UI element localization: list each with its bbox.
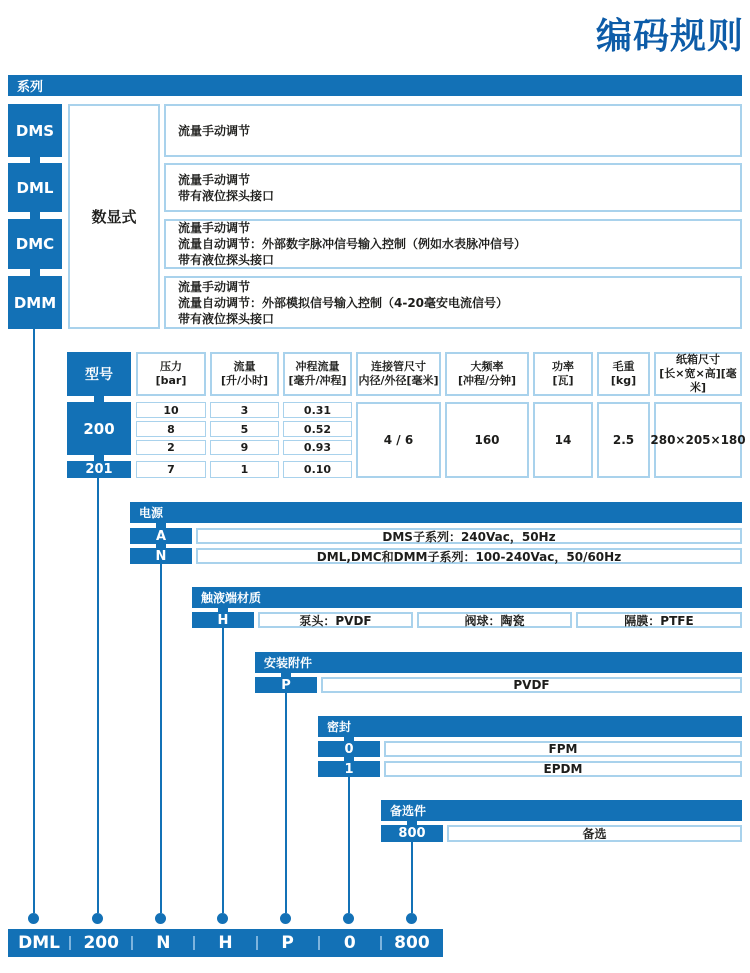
desc-line: 带有液位探头接口 [178,311,275,326]
col-label: 压力 [160,360,182,373]
connector-dot [155,913,166,924]
code-segment-option: 800 [381,929,443,957]
spec-col-stroke-volume [283,352,352,396]
desc-line: 流量手动调节 [178,123,251,138]
spec-cell: 2 [136,440,206,455]
seal-desc-1: EPDM [384,761,742,777]
spec-shared-power: 14 [533,402,593,478]
series-desc-dms [164,104,742,157]
code-segment-seal: 0 [319,929,381,957]
desc-line: 带有液位探头接口 [178,188,275,203]
material-pump-head: 泵头：PVDF [258,612,413,628]
spec-cell: 7 [136,461,206,478]
option-section-header: 备选件 [381,800,742,821]
spec-col-weight [597,352,650,396]
series-desc-dml [164,163,742,212]
power-desc-a: DMS子系列：240Vac，50Hz [196,528,742,544]
option-value: 备选 [447,825,742,842]
seal-code-1: 1 [318,761,380,777]
spec-model-header: 型号 [67,352,131,396]
col-unit: [长×宽×高][毫米] [659,367,737,394]
mounting-section-header: 安装附件 [255,652,742,673]
col-label: 功率 [552,360,574,373]
spec-shared-weight: 2.5 [597,402,650,478]
power-section-header: 电源 [130,502,742,523]
code-segment-mounting: P [257,929,319,957]
desc-line: 流量自动调节：外部数字脉冲信号输入控制（例如水表脉冲信号） [178,237,527,251]
desc-line: 流量自动调节：外部模拟信号输入控制（4-20毫安电流信号） [178,295,509,310]
connector-dot [343,913,354,924]
model-201-block: 201 [67,461,131,478]
series-code-dms: DMS [8,104,62,157]
col-unit: [冲程/分钟] [457,374,517,387]
mounting-code-p: P [255,677,317,693]
code-segment-series: DML [18,933,60,953]
spec-col-carton-size [654,352,742,396]
spec-col-flow [210,352,279,396]
material-diaphragm: 隔膜：PTFE [576,612,742,628]
spec-cell: 5 [210,421,279,437]
connector-line-material [222,628,224,913]
connector-dot [406,913,417,924]
option-code-800: 800 [381,825,443,842]
model-200-block: 200 [67,402,131,455]
spec-cell: 9 [210,440,279,455]
spec-col-pressure [136,352,206,396]
material-valve-ball: 阀球：陶瓷 [417,612,572,628]
display-type-box: 数显式 [68,104,160,329]
col-unit: [kg] [610,374,637,387]
col-label: 大频率 [470,360,504,373]
power-desc-n: DML,DMC和DMM子系列：100-240Vac，50/60Hz [196,548,742,564]
col-label: 纸箱尺寸 [676,353,720,366]
col-label: 流量 [233,360,256,373]
desc-line: 带有液位探头接口 [178,253,275,267]
connector-line-mounting [285,693,287,913]
mounting-value: PVDF [321,677,742,693]
connector-dot [92,913,103,924]
spec-shared-frequency: 160 [445,402,529,478]
power-code-a: A [130,528,192,544]
spec-cell: 1 [210,461,279,478]
spec-cell: 0.52 [283,421,352,437]
series-desc-dmc [164,219,742,269]
code-segment-power: N [132,929,194,957]
spec-shared-carton: 280×205×180 [654,402,742,478]
col-unit: [升/小时] [220,374,269,387]
power-code-n: N [130,548,192,564]
series-connector [30,269,40,276]
connector-line-series [33,329,35,913]
series-section-header: 系列 [8,75,742,96]
connector-dot [217,913,228,924]
spec-cell: 0.10 [283,461,352,478]
connector-line-model [97,478,99,913]
spec-cell: 0.31 [283,402,352,418]
code-segment-model: 200 [70,929,132,957]
connector-line-option [411,841,413,913]
col-label: 冲程流量 [295,360,340,373]
code-segment-material: H [194,929,256,957]
series-connector [30,212,40,219]
spec-shared-pipe: 4 / 6 [356,402,441,478]
col-unit: 内径/外径[毫米] [358,374,439,387]
series-code-dmm: DMM [8,276,62,329]
page-title: 编码规则 [595,16,744,57]
spec-col-pipe-size [356,352,441,396]
spec-cell: 0.93 [283,440,352,455]
example-order-code-bar [8,929,443,957]
series-desc-dmm [164,276,742,329]
seal-desc-0: FPM [384,741,742,757]
connector-line-seal [348,777,350,913]
spec-col-power [533,352,593,396]
col-unit: [毫升/冲程] [288,374,347,387]
series-code-dmc: DMC [8,219,62,269]
spec-cell: 10 [136,402,206,418]
col-label: 毛重 [612,360,635,373]
col-unit: [瓦] [552,374,574,387]
spec-cell: 3 [210,402,279,418]
desc-line: 流量手动调节 [178,279,251,294]
material-section-header: 触液端材质 [192,587,742,608]
spec-cell: 8 [136,421,206,437]
connector-dot [280,913,291,924]
col-unit: [bar] [155,374,187,387]
seal-code-0: 0 [318,741,380,757]
spec-col-max-frequency [445,352,529,396]
series-connector [30,157,40,163]
series-code-dml: DML [8,163,62,212]
desc-line: 流量手动调节 [178,172,251,187]
col-label: 连接管尺寸 [371,360,426,373]
desc-line: 流量手动调节 [178,221,251,235]
seal-section-header: 密封 [318,716,742,737]
material-code-h: H [192,612,254,628]
connector-dot [28,913,39,924]
connector-line-power [160,564,162,913]
